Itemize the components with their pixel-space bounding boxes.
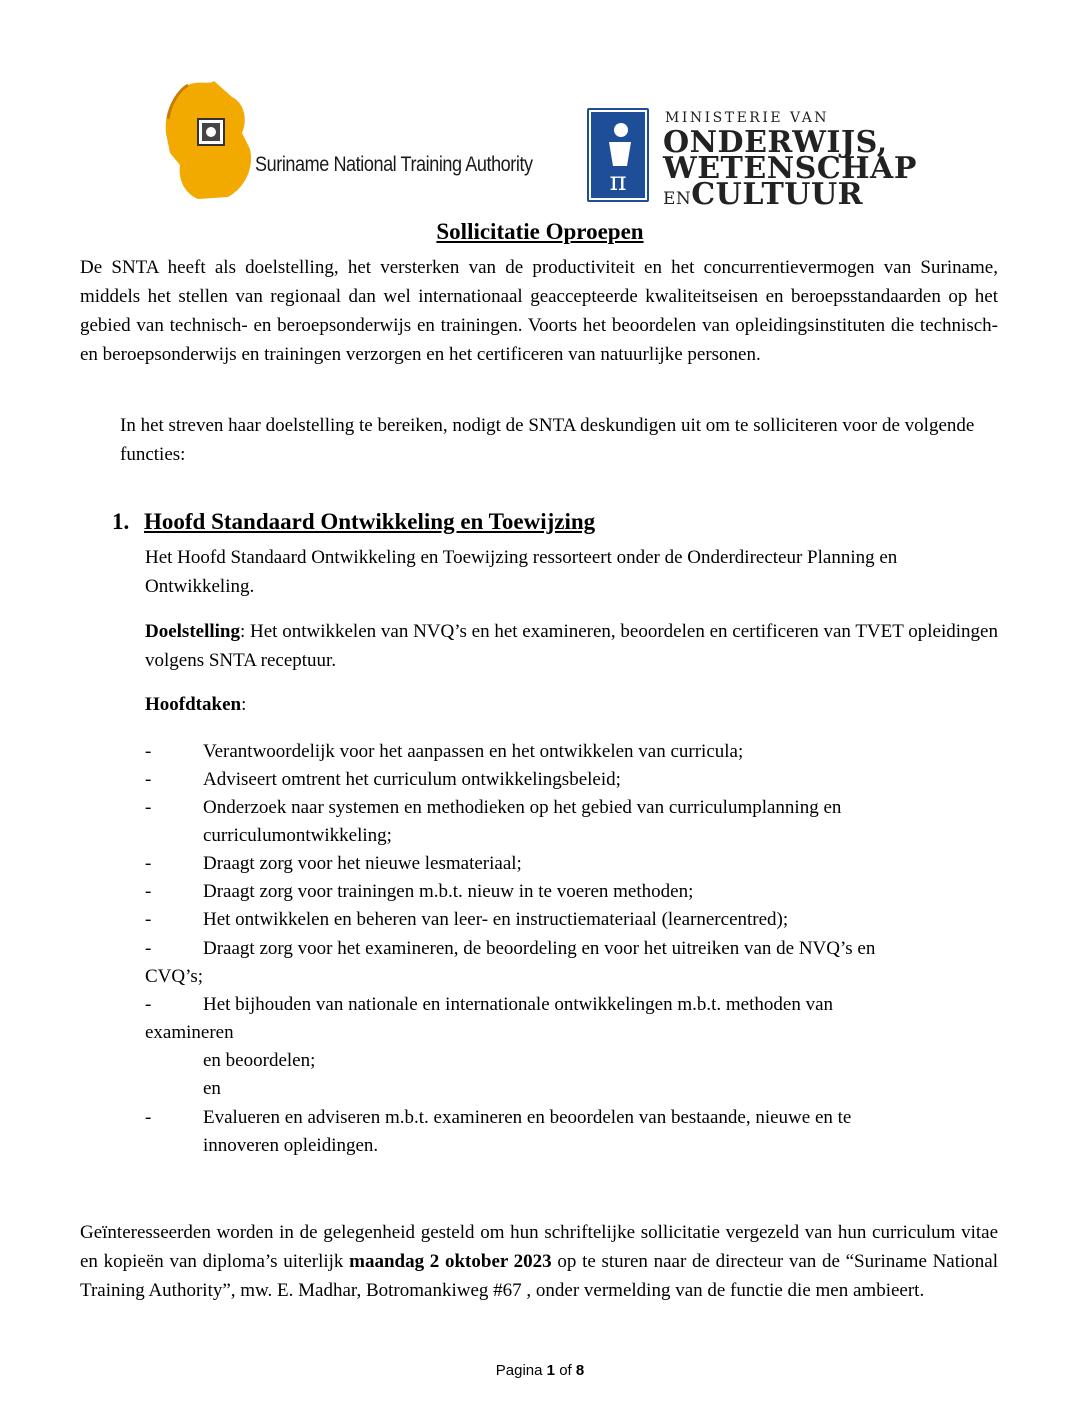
ministry-line-4: ENCULTUUR bbox=[663, 177, 864, 212]
hoofdtaken-label: Hoofdtaken bbox=[145, 694, 242, 715]
section-title: Hoofd Standaard Ontwikkeling en Toewijzing bbox=[144, 509, 596, 534]
ministry-line-3: WETENSCHAP bbox=[663, 151, 917, 186]
list-item-continued: examineren bbox=[145, 1022, 234, 1043]
list-item: Draagt zorg voor het nieuwe lesmateriaal; bbox=[203, 853, 522, 874]
deadline-date: maandag 2 oktober 2023 bbox=[349, 1251, 552, 1272]
page-title: Sollicitatie Oproepen bbox=[436, 219, 644, 244]
list-bullet: - bbox=[145, 909, 152, 930]
snta-emblem-icon bbox=[158, 75, 268, 205]
list-bullet: - bbox=[145, 797, 152, 818]
hoofdtaken-heading: Hoofdtaken: bbox=[145, 694, 247, 715]
svg-text:π: π bbox=[609, 167, 627, 197]
list-bullet: - bbox=[145, 994, 152, 1015]
list-item-continued: innoveren opleidingen. bbox=[203, 1135, 379, 1156]
list-bullet: - bbox=[145, 853, 152, 874]
intro-paragraph: De SNTA heeft als doelstelling, het versterken van de productiviteit en het concurrentievermogen van Suriname, middels het stellen van regionaal dan wel internationaal geaccepteerde kwaliteitseisen en beroepsstandaarden op het gebied van technisch- en beroepsonderwijs en trainingen. Voorts het beoordelen van opleidingsinstituten die technisch- en beroepsonderwijs en trainingen verzorgen en het certificeren van natuurlijke personen. bbox=[80, 257, 998, 365]
list-item: Evalueren en adviseren m.b.t. examineren en beoordelen van bestaande, nieuwe en te bbox=[203, 1107, 852, 1128]
ministry-logo bbox=[587, 108, 917, 212]
page-footer: Pagina 1 of 8 bbox=[495, 1362, 585, 1379]
doelstelling-label: Doelstelling bbox=[145, 621, 240, 642]
list-item-continued: curriculumontwikkeling; bbox=[203, 825, 392, 846]
list-item: Draagt zorg voor het examineren, de beoordeling en voor het uitreiken van de NVQ’s en bbox=[203, 938, 876, 959]
ministry-emblem-icon bbox=[587, 108, 649, 202]
list-item: Het bijhouden van nationale en internationale ontwikkelingen m.b.t. methoden van bbox=[203, 994, 833, 1015]
snta-name: Suriname National Training Authority bbox=[255, 153, 533, 176]
list-bullet: - bbox=[145, 938, 152, 959]
list-bullet: - bbox=[145, 741, 152, 762]
ministry-line-1: MINISTERIE VAN bbox=[665, 110, 830, 126]
list-item: Het ontwikkelen en beheren van leer- en instructiemateriaal (learnercentred); bbox=[203, 909, 789, 930]
invite-paragraph: In het streven haar doelstelling te bereiken, nodigt de SNTA deskundigen uit om te solliciteren voor de volgende functies: bbox=[120, 415, 975, 465]
list-item-continued: CVQ’s; bbox=[145, 966, 204, 987]
doelstelling-paragraph: Doelstelling: Het ontwikkelen van NVQ’s en het examineren, beoordelen en certificeren van TVET opleidingen volgens SNTA receptuur. bbox=[145, 621, 998, 671]
list-item: Verantwoordelijk voor het aanpassen en het ontwikkelen van curricula; bbox=[203, 741, 744, 762]
list-item-continued: en bbox=[203, 1078, 221, 1099]
section-heading bbox=[112, 509, 595, 535]
ministry-line-2: ONDERWIJS, bbox=[663, 125, 888, 160]
list-bullet: - bbox=[145, 769, 152, 790]
snta-logo bbox=[158, 75, 533, 205]
list-item: Adviseert omtrent het curriculum ontwikkelingsbeleid; bbox=[203, 769, 621, 790]
list-item: Onderzoek naar systemen en methodieken op het gebied van curriculumplanning en bbox=[203, 797, 842, 818]
closing-paragraph: Geïnteresseerden worden in de gelegenheid gesteld om hun schriftelijke sollicitatie vergezeld van hun curriculum vitae en kopieën van diploma’s uiterlijk maandag 2 oktober 2023 op te sturen naar de directeur van de “Suriname National Training Authority”, mw. E. Madhar, Botromankiweg #67 , onder vermelding van de functie die men ambieert. bbox=[80, 1222, 999, 1301]
section-number: 1. bbox=[112, 509, 130, 534]
list-item-continued: en beoordelen; bbox=[203, 1050, 316, 1071]
list-item: Draagt zorg voor trainingen m.b.t. nieuw in te voeren methoden; bbox=[203, 881, 694, 902]
list-bullet: - bbox=[145, 1107, 152, 1128]
list-bullet: - bbox=[145, 881, 152, 902]
section-intro: Het Hoofd Standaard Ontwikkeling en Toewijzing ressorteert onder de Onderdirecteur Planning en Ontwikkeling. bbox=[145, 547, 898, 597]
